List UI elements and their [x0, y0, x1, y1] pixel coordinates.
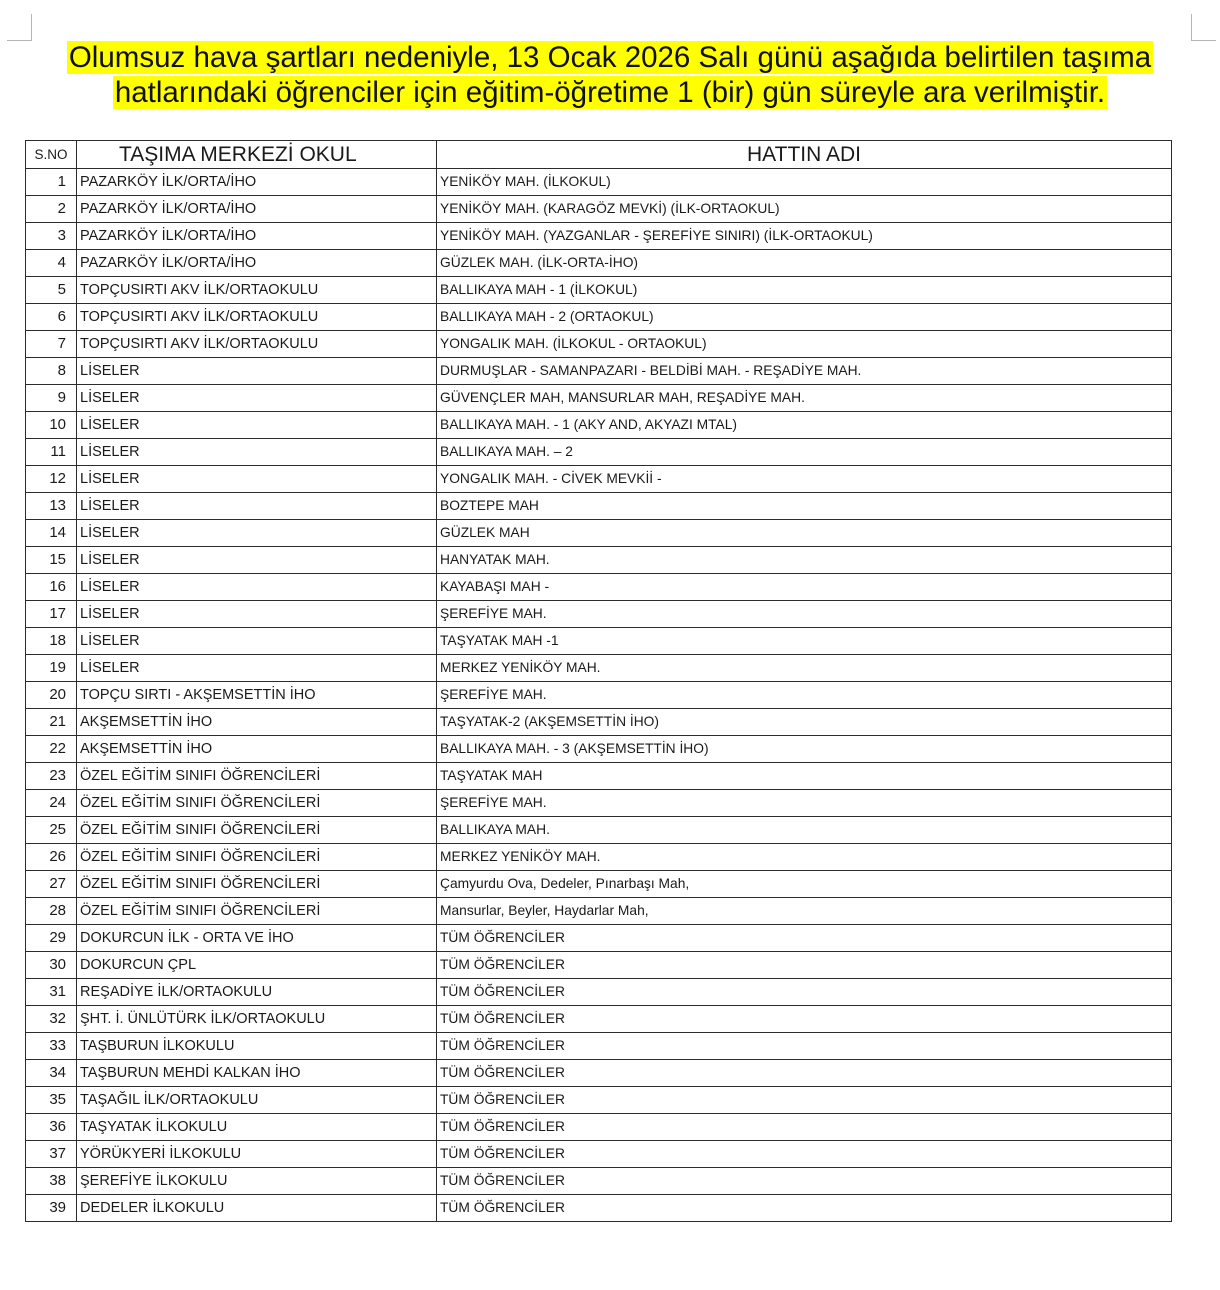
header-serial-number: S.NO — [26, 141, 77, 169]
table-row — [26, 412, 1172, 439]
table-row — [26, 169, 1172, 196]
table-row — [26, 844, 1172, 871]
row-school: PAZARKÖY İLK/ORTA/İHO — [77, 223, 437, 250]
row-route: GÜZLEK MAH. (İLK-ORTA-İHO) — [437, 250, 1172, 277]
row-school: ÖZEL EĞİTİM SINIFI ÖĞRENCİLERİ — [77, 871, 437, 898]
row-serial-number: 5 — [26, 277, 77, 304]
row-serial-number: 20 — [26, 682, 77, 709]
row-serial-number: 27 — [26, 871, 77, 898]
table-row — [26, 358, 1172, 385]
row-school: LİSELER — [77, 547, 437, 574]
row-route: TÜM ÖĞRENCİLER — [437, 1168, 1172, 1195]
table-row — [26, 925, 1172, 952]
row-route: ŞEREFİYE MAH. — [437, 682, 1172, 709]
row-school: REŞADİYE İLK/ORTAOKULU — [77, 979, 437, 1006]
row-route: Mansurlar, Beyler, Haydarlar Mah, — [437, 898, 1172, 925]
row-route: BALLIKAYA MAH. - 3 (AKŞEMSETTİN İHO) — [437, 736, 1172, 763]
table-row — [26, 1060, 1172, 1087]
row-route: TÜM ÖĞRENCİLER — [437, 1060, 1172, 1087]
row-school: AKŞEMSETTİN İHO — [77, 709, 437, 736]
row-school: YÖRÜKYERİ İLKOKULU — [77, 1141, 437, 1168]
table-row — [26, 952, 1172, 979]
row-serial-number: 33 — [26, 1033, 77, 1060]
row-school: PAZARKÖY İLK/ORTA/İHO — [77, 250, 437, 277]
row-serial-number: 6 — [26, 304, 77, 331]
row-route: TÜM ÖĞRENCİLER — [437, 1195, 1172, 1222]
row-serial-number: 34 — [26, 1060, 77, 1087]
row-school: PAZARKÖY İLK/ORTA/İHO — [77, 169, 437, 196]
row-serial-number: 9 — [26, 385, 77, 412]
row-route: HANYATAK MAH. — [437, 547, 1172, 574]
row-route: TÜM ÖĞRENCİLER — [437, 1141, 1172, 1168]
row-serial-number: 19 — [26, 655, 77, 682]
row-route: DURMUŞLAR - SAMANPAZARI - BELDİBİ MAH. - REŞADİYE MAH. — [437, 358, 1172, 385]
row-route: GÜZLEK MAH — [437, 520, 1172, 547]
row-serial-number: 35 — [26, 1087, 77, 1114]
row-school: LİSELER — [77, 628, 437, 655]
table-row — [26, 871, 1172, 898]
row-serial-number: 4 — [26, 250, 77, 277]
row-route: YONGALIK MAH. (İLKOKUL - ORTAOKUL) — [437, 331, 1172, 358]
row-school: TOPÇUSIRTI AKV İLK/ORTAOKULU — [77, 277, 437, 304]
row-school: LİSELER — [77, 439, 437, 466]
row-route: TÜM ÖĞRENCİLER — [437, 979, 1172, 1006]
table-row — [26, 547, 1172, 574]
row-school: ÖZEL EĞİTİM SINIFI ÖĞRENCİLERİ — [77, 763, 437, 790]
table-row — [26, 1168, 1172, 1195]
announcement-heading — [0, 40, 1220, 110]
row-route: MERKEZ YENİKÖY MAH. — [437, 655, 1172, 682]
table-row — [26, 736, 1172, 763]
table-row — [26, 331, 1172, 358]
row-serial-number: 1 — [26, 169, 77, 196]
row-serial-number: 38 — [26, 1168, 77, 1195]
row-school: TAŞBURUN MEHDİ KALKAN İHO — [77, 1060, 437, 1087]
row-serial-number: 17 — [26, 601, 77, 628]
row-school: ÖZEL EĞİTİM SINIFI ÖĞRENCİLERİ — [77, 898, 437, 925]
row-serial-number: 16 — [26, 574, 77, 601]
row-route: BALLIKAYA MAH - 2 (ORTAOKUL) — [437, 304, 1172, 331]
row-school: LİSELER — [77, 574, 437, 601]
table-row — [26, 223, 1172, 250]
row-serial-number: 25 — [26, 817, 77, 844]
row-serial-number: 2 — [26, 196, 77, 223]
table-row — [26, 790, 1172, 817]
row-serial-number: 36 — [26, 1114, 77, 1141]
row-serial-number: 11 — [26, 439, 77, 466]
table-row — [26, 898, 1172, 925]
row-route: Çamyurdu Ova, Dedeler, Pınarbaşı Mah, — [437, 871, 1172, 898]
header-school: TAŞIMA MERKEZİ OKUL — [77, 141, 437, 169]
row-serial-number: 14 — [26, 520, 77, 547]
table-row — [26, 628, 1172, 655]
row-serial-number: 24 — [26, 790, 77, 817]
row-route: TAŞYATAK MAH — [437, 763, 1172, 790]
row-school: TOPÇUSIRTI AKV İLK/ORTAOKULU — [77, 304, 437, 331]
row-serial-number: 8 — [26, 358, 77, 385]
page-corner-mark-left — [7, 14, 32, 41]
table-row — [26, 1033, 1172, 1060]
row-school: LİSELER — [77, 385, 437, 412]
row-route: TÜM ÖĞRENCİLER — [437, 925, 1172, 952]
row-serial-number: 29 — [26, 925, 77, 952]
table-row — [26, 493, 1172, 520]
row-serial-number: 23 — [26, 763, 77, 790]
row-school: TOPÇUSIRTI AKV İLK/ORTAOKULU — [77, 331, 437, 358]
row-serial-number: 3 — [26, 223, 77, 250]
row-route: TÜM ÖĞRENCİLER — [437, 1033, 1172, 1060]
table-row — [26, 1114, 1172, 1141]
row-serial-number: 21 — [26, 709, 77, 736]
row-school: ÖZEL EĞİTİM SINIFI ÖĞRENCİLERİ — [77, 790, 437, 817]
header-route: HATTIN ADI — [437, 141, 1172, 169]
row-serial-number: 7 — [26, 331, 77, 358]
table-header-row — [26, 141, 1172, 169]
table-row — [26, 1006, 1172, 1033]
announcement-line-2: hatlarındaki öğrenciler için eğitim-öğretime 1 (bir) gün süreyle ara verilmiştir. — [114, 76, 1106, 109]
row-serial-number: 30 — [26, 952, 77, 979]
row-serial-number: 37 — [26, 1141, 77, 1168]
table-row — [26, 1141, 1172, 1168]
table-row — [26, 763, 1172, 790]
row-route: TAŞYATAK MAH -1 — [437, 628, 1172, 655]
row-serial-number: 26 — [26, 844, 77, 871]
table-row — [26, 1087, 1172, 1114]
row-school: DOKURCUN ÇPL — [77, 952, 437, 979]
row-school: LİSELER — [77, 520, 437, 547]
row-serial-number: 15 — [26, 547, 77, 574]
table-row — [26, 439, 1172, 466]
row-school: ÖZEL EĞİTİM SINIFI ÖĞRENCİLERİ — [77, 817, 437, 844]
row-school: LİSELER — [77, 466, 437, 493]
row-serial-number: 22 — [26, 736, 77, 763]
row-route: BALLIKAYA MAH. — [437, 817, 1172, 844]
row-route: BALLIKAYA MAH. – 2 — [437, 439, 1172, 466]
table-row — [26, 466, 1172, 493]
row-route: ŞEREFİYE MAH. — [437, 601, 1172, 628]
announcement-line-1: Olumsuz hava şartları nedeniyle, 13 Ocak 2026 Salı günü aşağıda belirtilen taşıma — [68, 41, 1152, 74]
table-row — [26, 304, 1172, 331]
row-serial-number: 31 — [26, 979, 77, 1006]
table-row — [26, 520, 1172, 547]
row-route: YONGALIK MAH. - CİVEK MEVKİİ - — [437, 466, 1172, 493]
row-school: AKŞEMSETTİN İHO — [77, 736, 437, 763]
row-route: YENİKÖY MAH. (İLKOKUL) — [437, 169, 1172, 196]
row-route: YENİKÖY MAH. (KARAGÖZ MEVKİ) (İLK-ORTAOKUL) — [437, 196, 1172, 223]
row-school: DEDELER İLKOKULU — [77, 1195, 437, 1222]
row-route: TÜM ÖĞRENCİLER — [437, 952, 1172, 979]
table-row — [26, 979, 1172, 1006]
row-school: LİSELER — [77, 601, 437, 628]
row-route: TAŞYATAK-2 (AKŞEMSETTİN İHO) — [437, 709, 1172, 736]
row-route: MERKEZ YENİKÖY MAH. — [437, 844, 1172, 871]
row-route: BALLIKAYA MAH. - 1 (AKY AND, AKYAZI MTAL) — [437, 412, 1172, 439]
row-serial-number: 28 — [26, 898, 77, 925]
row-school: TAŞYATAK İLKOKULU — [77, 1114, 437, 1141]
row-serial-number: 12 — [26, 466, 77, 493]
row-school: LİSELER — [77, 358, 437, 385]
table-row — [26, 655, 1172, 682]
row-school: DOKURCUN İLK - ORTA VE İHO — [77, 925, 437, 952]
row-serial-number: 10 — [26, 412, 77, 439]
row-serial-number: 32 — [26, 1006, 77, 1033]
row-route: TÜM ÖĞRENCİLER — [437, 1114, 1172, 1141]
row-route: YENİKÖY MAH. (YAZGANLAR - ŞEREFİYE SINIRI) (İLK-ORTAOKUL) — [437, 223, 1172, 250]
row-route: GÜVENÇLER MAH, MANSURLAR MAH, REŞADİYE MAH. — [437, 385, 1172, 412]
row-route: TÜM ÖĞRENCİLER — [437, 1006, 1172, 1033]
row-serial-number: 13 — [26, 493, 77, 520]
page-corner-mark-right — [1191, 14, 1216, 41]
table-body — [26, 169, 1172, 1222]
table-row — [26, 574, 1172, 601]
row-school: ŞEREFİYE İLKOKULU — [77, 1168, 437, 1195]
table-row — [26, 817, 1172, 844]
table-row — [26, 250, 1172, 277]
table-row — [26, 601, 1172, 628]
row-route: BALLIKAYA MAH - 1 (İLKOKUL) — [437, 277, 1172, 304]
table-row — [26, 1195, 1172, 1222]
row-serial-number: 18 — [26, 628, 77, 655]
table-row — [26, 709, 1172, 736]
row-serial-number: 39 — [26, 1195, 77, 1222]
row-route: ŞEREFİYE MAH. — [437, 790, 1172, 817]
row-school: TOPÇU SIRTI - AKŞEMSETTİN İHO — [77, 682, 437, 709]
row-school: PAZARKÖY İLK/ORTA/İHO — [77, 196, 437, 223]
row-school: LİSELER — [77, 412, 437, 439]
transport-lines-table — [25, 140, 1172, 1222]
row-school: TAŞAĞIL İLK/ORTAOKULU — [77, 1087, 437, 1114]
row-route: BOZTEPE MAH — [437, 493, 1172, 520]
row-school: ŞHT. İ. ÜNLÜTÜRK İLK/ORTAOKULU — [77, 1006, 437, 1033]
row-school: ÖZEL EĞİTİM SINIFI ÖĞRENCİLERİ — [77, 844, 437, 871]
row-school: TAŞBURUN İLKOKULU — [77, 1033, 437, 1060]
row-route: KAYABAŞI MAH - — [437, 574, 1172, 601]
table-row — [26, 385, 1172, 412]
table-row — [26, 277, 1172, 304]
row-school: LİSELER — [77, 493, 437, 520]
row-school: LİSELER — [77, 655, 437, 682]
table-row — [26, 682, 1172, 709]
table-row — [26, 196, 1172, 223]
row-route: TÜM ÖĞRENCİLER — [437, 1087, 1172, 1114]
